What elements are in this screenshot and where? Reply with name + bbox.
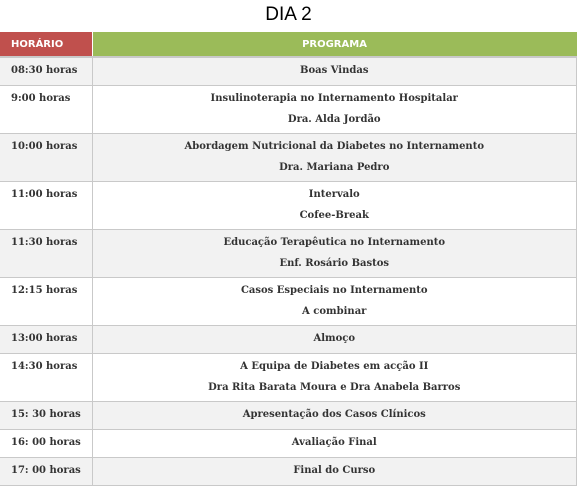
- session-title: Almoço: [313, 333, 356, 344]
- time-cell: [0, 326, 92, 354]
- time-cell: [0, 278, 92, 326]
- program-cell: [92, 230, 577, 278]
- table-row: [0, 278, 577, 326]
- program-cell: [92, 402, 577, 430]
- time-label: 14:30 horas: [11, 361, 78, 372]
- table-row: [0, 326, 577, 354]
- program-cell: [92, 430, 577, 458]
- page-title: DIA 2: [265, 4, 312, 25]
- time-label: 15: 30 horas: [11, 409, 81, 420]
- session-title: Educação Terapêutica no Internamento: [223, 237, 446, 248]
- table-row: [0, 354, 577, 402]
- time-cell: [0, 458, 92, 486]
- program-cell: [92, 458, 577, 486]
- program-cell: [92, 134, 577, 182]
- session-title: Final do Curso: [293, 465, 376, 476]
- schedule-body: [0, 57, 577, 486]
- time-label: 9:00 horas: [11, 93, 71, 104]
- session-title: Abordagem Nutricional da Diabetes no Internamento: [184, 141, 484, 152]
- column-header-time: HORÁRIO: [0, 32, 92, 57]
- time-label: 13:00 horas: [11, 333, 78, 344]
- session-title: Apresentação dos Casos Clínicos: [242, 409, 426, 420]
- time-cell: [0, 134, 92, 182]
- time-label: 17: 00 horas: [11, 465, 81, 476]
- session-title: Intervalo: [308, 189, 360, 200]
- time-label: 16: 00 horas: [11, 437, 81, 448]
- time-label: 10:00 horas: [11, 141, 78, 152]
- session-title: Casos Especiais no Internamento: [240, 285, 428, 296]
- time-cell: [0, 354, 92, 402]
- session-speaker: Cofee-Break: [299, 210, 369, 221]
- program-cell: [92, 326, 577, 354]
- session-title: Boas Vindas: [300, 65, 369, 76]
- session-title: A Equipa de Diabetes em acção II: [240, 361, 429, 372]
- time-label: 11:00 horas: [11, 189, 78, 200]
- session-speaker: Dra Rita Barata Moura e Dra Anabela Barros: [208, 382, 461, 393]
- time-cell: [0, 230, 92, 278]
- table-row: [0, 134, 577, 182]
- session-speaker: Enf. Rosário Bastos: [279, 258, 390, 269]
- program-cell: [92, 354, 577, 402]
- session-title: Insulinoterapia no Internamento Hospitalar: [210, 93, 458, 104]
- time-label: 11:30 horas: [11, 237, 78, 248]
- time-label: 12:15 horas: [11, 285, 78, 296]
- session-speaker: Dra. Alda Jordão: [287, 114, 381, 125]
- program-cell: [92, 278, 577, 326]
- table-row: [0, 430, 577, 458]
- program-cell: [92, 86, 577, 134]
- schedule-table: [0, 32, 577, 486]
- table-row: [0, 230, 577, 278]
- table-row: [0, 458, 577, 486]
- table-row: [0, 86, 577, 134]
- program-cell: [92, 57, 577, 86]
- session-speaker: A combinar: [302, 306, 367, 317]
- time-cell: [0, 430, 92, 458]
- time-label: 08:30 horas: [11, 65, 78, 76]
- time-cell: [0, 57, 92, 86]
- table-row: [0, 182, 577, 230]
- session-speaker: Dra. Mariana Pedro: [279, 162, 390, 173]
- time-cell: [0, 182, 92, 230]
- time-cell: [0, 402, 92, 430]
- session-title: Avaliação Final: [291, 437, 377, 448]
- program-cell: [92, 182, 577, 230]
- column-header-program: PROGRAMA: [92, 32, 577, 57]
- table-row: [0, 402, 577, 430]
- table-row: [0, 57, 577, 86]
- time-cell: [0, 86, 92, 134]
- table-header-row: [0, 32, 577, 57]
